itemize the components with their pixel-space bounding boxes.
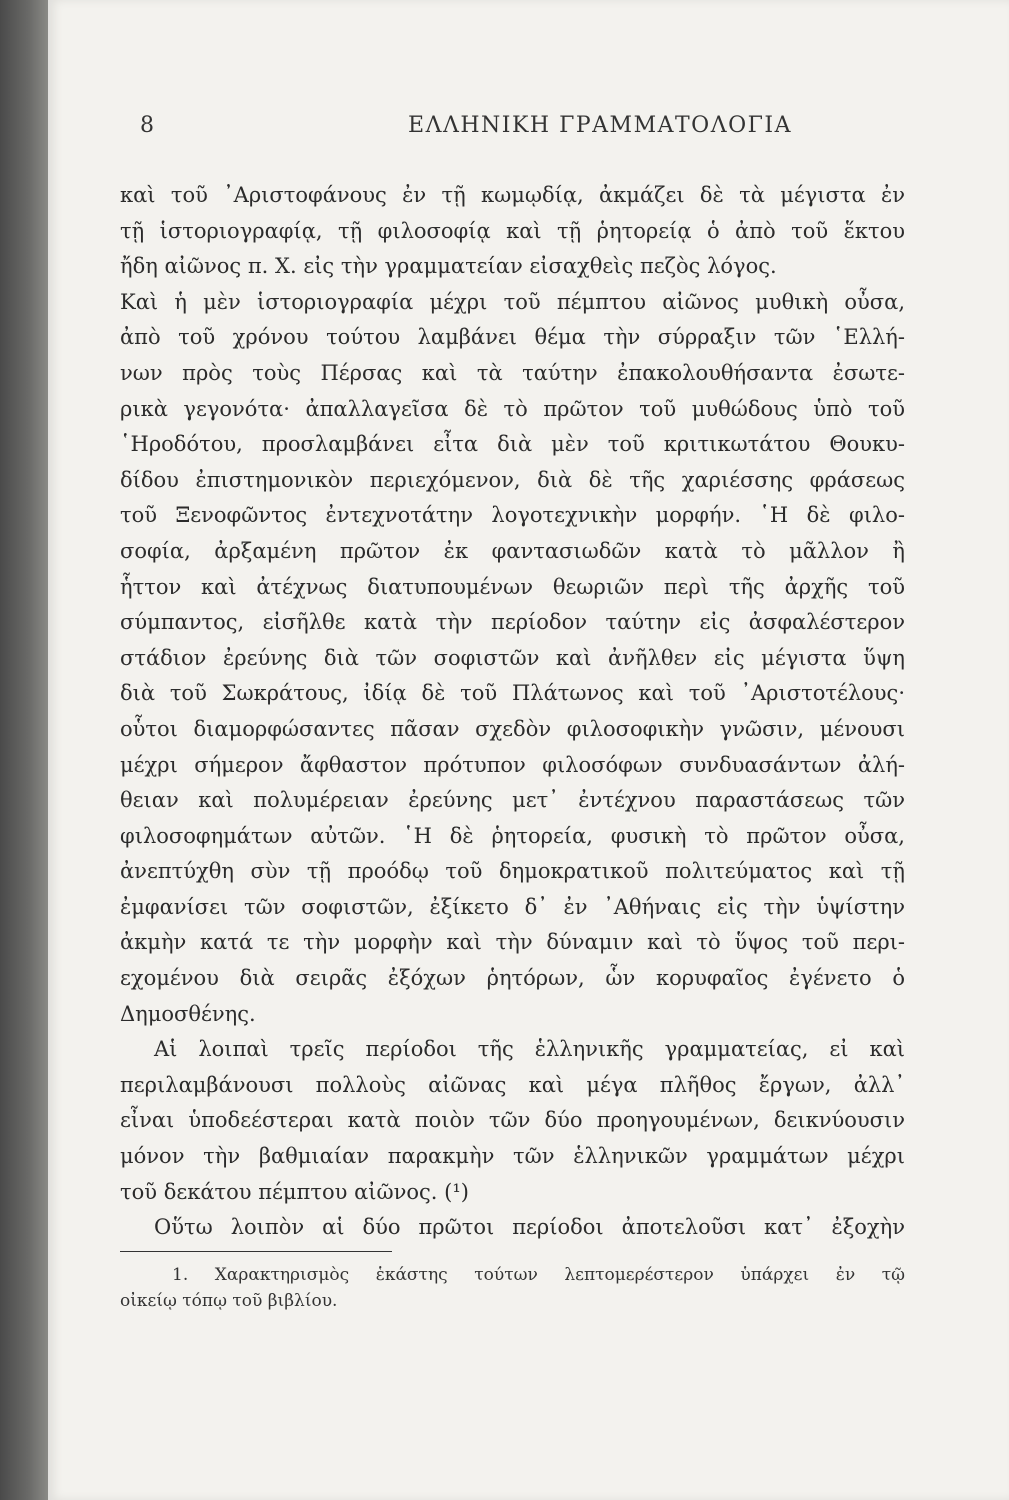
book-binding-edge: [0, 0, 48, 1500]
text-line: σύμπαντος, εἰσῆλθε κατὰ τὴν περίοδον ταύτην εἰς ἀσφαλέστερον: [120, 610, 905, 635]
footnote-rule: [120, 1251, 392, 1252]
text-line: εχομένου διὰ σειρᾶς ἐξόχων ῥητόρων, ὧν κορυφαῖος ἐγένετο ὁ: [120, 966, 905, 991]
text-line: ἀκμὴν κατά τε τὴν μορφὴν καὶ τὴν δύναμιν καὶ τὸ ὕψος τοῦ περι-: [120, 930, 905, 955]
text-line: οὗτοι διαμορφώσαντες πᾶσαν σχεδὸν φιλοσοφικὴν γνῶσιν, μένουσι: [120, 716, 905, 741]
running-title: ΕΛΛΗΝΙΚΗ ΓΡΑΜΜΑΤΟΛΟΓΙΑ: [408, 113, 792, 138]
text-line: ἧττον καὶ ἀτέχνως διατυπουμένων θεωριῶν περὶ τῆς ἀρχῆς τοῦ: [120, 574, 905, 599]
body-text: [120, 178, 905, 1246]
footnote-line: οἰκείῳ τόπῳ τοῦ βιβλίου.: [120, 1291, 338, 1311]
text-line: θειαν καὶ πολυμέρειαν ἐρεύνης μετ᾽ ἐντέχνου παραστάσεως τῶν: [120, 788, 905, 813]
text-line: τῇ ἱστοριογραφίᾳ, τῇ φιλοσοφίᾳ καὶ τῇ ῥητορείᾳ ὁ ἀπὸ τοῦ ἕκτου: [120, 218, 905, 243]
text-line: ἀνεπτύχθη σὺν τῇ προόδῳ τοῦ δημοκρατικοῦ πολιτεύματος καὶ τῇ: [120, 859, 905, 884]
text-line: Οὕτω λοιπὸν αἱ δύο πρῶτοι περίοδοι ἀποτελοῦσι κατ᾽ ἐξοχὴν: [154, 1215, 905, 1240]
text-line: φιλοσοφημάτων αὐτῶν. ῾Η δὲ ῥητορεία, φυσικὴ τὸ πρῶτον οὖσα,: [120, 823, 905, 848]
text-line: ρικὰ γεγονότα· ἀπαλλαγεῖσα δὲ τὸ πρῶτον τοῦ μυθώδους ὑπὸ τοῦ: [120, 396, 905, 421]
text-line: εἶναι ὑποδεέστεραι κατὰ ποιὸν τῶν δύο προηγουμένων, δεικνύουσιν: [120, 1108, 905, 1133]
text-line: μόνον τὴν βαθμιαίαν παρακμὴν τῶν ἑλληνικῶν γραμμάτων μέχρι: [120, 1144, 905, 1169]
text-line: τοῦ δεκάτου πέμπτου αἰῶνος. (¹): [120, 1179, 469, 1204]
text-line: καὶ τοῦ ᾿Αριστοφάνους ἐν τῇ κωμῳδίᾳ, ἀκμάζει δὲ τὰ μέγιστα ἐν: [120, 183, 905, 207]
text-line: τοῦ Ξενοφῶντος ἐντεχνοτάτην λογοτεχνικὴν μορφήν. ῾Η δὲ φιλο-: [120, 503, 905, 528]
text-line: Δημοσθένης.: [120, 1001, 256, 1026]
page-header: [140, 113, 920, 143]
text-line: δίδου ἐπιστημονικὸν περιεχόμενον, διὰ δὲ τῆς χαριέσσης φράσεως: [120, 467, 905, 492]
text-line: μέχρι σήμερον ἄφθαστον πρότυπον φιλοσόφων συνδυασάντων ἀλή-: [120, 752, 905, 777]
text-line: Αἱ λοιπαὶ τρεῖς περίοδοι τῆς ἑλληνικῆς γραμματείας, εἰ καὶ: [154, 1037, 905, 1062]
text-line: ἐμφανίσει τῶν σοφιστῶν, ἐξίκετο δ᾽ ἐν ᾿Αθήναις εἰς τὴν ὑψίστην: [120, 894, 905, 919]
page-number: 8: [140, 113, 154, 138]
text-line: στάδιον ἐρεύνης διὰ τῶν σοφιστῶν καὶ ἀνῆλθεν εἰς μέγιστα ὕψη: [120, 645, 905, 670]
text-line: νων πρὸς τοὺς Πέρσας καὶ τὰ ταύτην ἐπακολουθήσαντα ἐσωτε-: [120, 360, 905, 385]
text-line: Καὶ ἡ μὲν ἱστοριογραφία μέχρι τοῦ πέμπτου αἰῶνος μυθικὴ οὖσα,: [120, 289, 905, 314]
footnote-line: 1. Χαρακτηρισμὸς ἑκάστης τούτων λεπτομερέστερον ὑπάρχει ἐν τῷ: [172, 1265, 905, 1285]
text-line: διὰ τοῦ Σωκράτους, ἰδίᾳ δὲ τοῦ Πλάτωνος καὶ τοῦ ᾿Αριστοτέλους·: [120, 681, 905, 706]
footnotes: [120, 1262, 905, 1314]
text-line: ἀπὸ τοῦ χρόνου τούτου λαμβάνει θέμα τὴν σύρραξιν τῶν ῾Ελλή-: [120, 325, 905, 350]
text-line: ῾Ηροδότου, προσλαμβάνει εἶτα διὰ μὲν τοῦ κριτικωτάτου Θουκυ-: [120, 432, 905, 457]
text-line: σοφία, ἀρξαμένη πρῶτον ἐκ φαντασιωδῶν κατὰ τὸ μᾶλλον ἢ: [120, 538, 905, 563]
text-line: ἤδη αἰῶνος π. Χ. εἰς τὴν γραμματείαν εἰσαχθεὶς πεζὸς λόγος.: [120, 254, 777, 279]
text-line: περιλαμβάνουσι πολλοὺς αἰῶνας καὶ μέγα πλῆθος ἔργων, ἀλλ᾽: [120, 1072, 905, 1097]
